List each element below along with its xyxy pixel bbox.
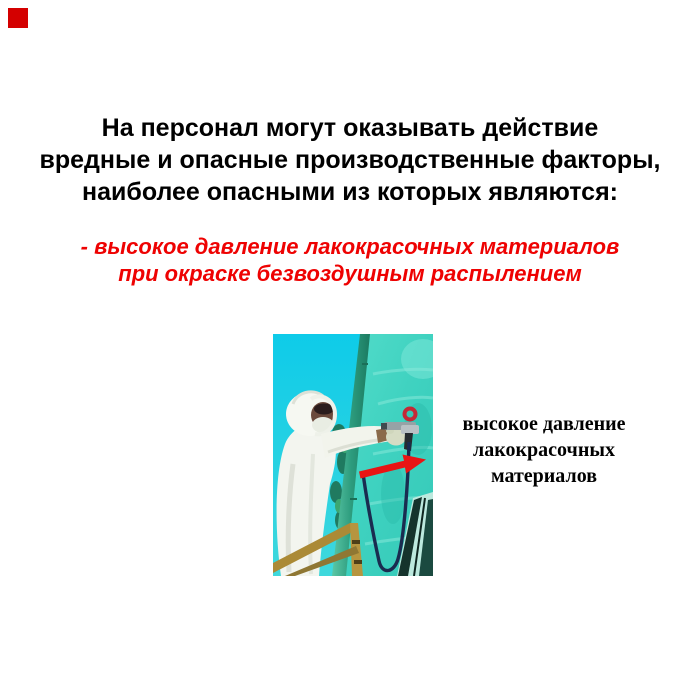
hazard-note-line-2: при окраске безвоздушным распылением [118, 261, 582, 286]
heading-line-2: вредные и опасные производственные факторы, [39, 146, 661, 174]
spray-painting-photo [273, 334, 433, 576]
page-title [0, 112, 700, 208]
hazard-note-line-1: - высокое давление лакокрасочных материалов [80, 234, 620, 259]
heading-line-1: На персонал могут оказывать действие [101, 114, 599, 142]
hazard-note [0, 233, 700, 287]
caption-line-3: материалов [490, 465, 597, 487]
heading-line-3: наиболее опасными из которых являются: [82, 178, 618, 206]
spray-painting-illustration [273, 334, 433, 576]
caption-line-1: высокое давление [462, 413, 626, 435]
red-corner-marker [8, 8, 28, 28]
caption-line-2: лакокрасочных [473, 439, 615, 461]
photo-caption [448, 411, 640, 489]
